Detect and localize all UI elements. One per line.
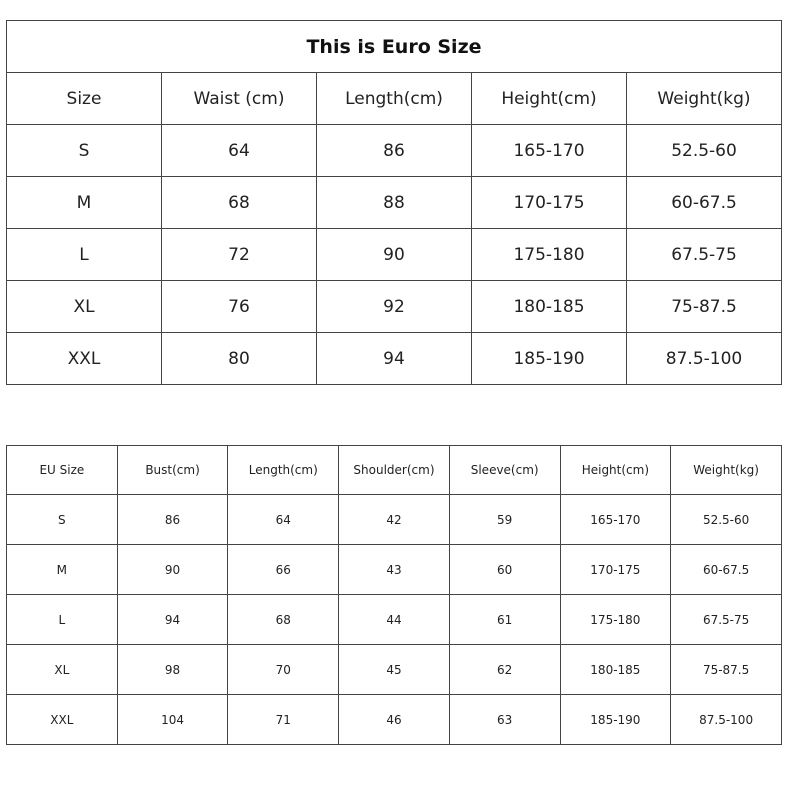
table-cell: XL [7, 645, 118, 695]
table-header-row [7, 73, 782, 125]
table-cell: S [7, 125, 162, 177]
table-cell: 92 [317, 281, 472, 333]
header-cell: Bust(cm) [117, 446, 228, 495]
table-cell: L [7, 229, 162, 281]
table-cell: L [7, 595, 118, 645]
table-cell: 59 [449, 495, 560, 545]
table-cell: 63 [449, 695, 560, 745]
table-cell: M [7, 177, 162, 229]
table-cell: 60 [449, 545, 560, 595]
table-row [7, 495, 782, 545]
table-cell: 165-170 [472, 125, 627, 177]
table-cell: 175-180 [472, 229, 627, 281]
table-cell: 70 [228, 645, 339, 695]
table-header-row [7, 446, 782, 495]
table-cell: 165-170 [560, 495, 671, 545]
table-row [7, 177, 782, 229]
table-cell: 170-175 [560, 545, 671, 595]
table-cell: 64 [228, 495, 339, 545]
table-cell: 62 [449, 645, 560, 695]
table-cell: 87.5-100 [627, 333, 782, 385]
table-cell: 87.5-100 [671, 695, 782, 745]
table-cell: 68 [162, 177, 317, 229]
table-cell: 45 [339, 645, 450, 695]
table-cell: 52.5-60 [627, 125, 782, 177]
table-cell: 61 [449, 595, 560, 645]
table-cell: 76 [162, 281, 317, 333]
table-cell: 88 [317, 177, 472, 229]
header-cell: Sleeve(cm) [449, 446, 560, 495]
header-cell: Weight(kg) [671, 446, 782, 495]
table-cell: 52.5-60 [671, 495, 782, 545]
table-row [7, 645, 782, 695]
table-cell: 60-67.5 [627, 177, 782, 229]
table-row [7, 125, 782, 177]
table-cell: 43 [339, 545, 450, 595]
table-cell: S [7, 495, 118, 545]
table-title: This is Euro Size [7, 21, 782, 73]
header-cell: Shoulder(cm) [339, 446, 450, 495]
header-cell: EU Size [7, 446, 118, 495]
table-cell: 46 [339, 695, 450, 745]
table-cell: 185-190 [472, 333, 627, 385]
header-cell: Length(cm) [228, 446, 339, 495]
table-cell: 66 [228, 545, 339, 595]
table-cell: 72 [162, 229, 317, 281]
table-cell: 64 [162, 125, 317, 177]
header-cell: Weight(kg) [627, 73, 782, 125]
table-cell: 75-87.5 [671, 645, 782, 695]
table-cell: M [7, 545, 118, 595]
table-cell: 67.5-75 [671, 595, 782, 645]
table-cell: 94 [317, 333, 472, 385]
header-cell: Height(cm) [560, 446, 671, 495]
table-row [7, 595, 782, 645]
table-cell: 86 [117, 495, 228, 545]
table-cell: XL [7, 281, 162, 333]
table-cell: 90 [117, 545, 228, 595]
table-cell: 170-175 [472, 177, 627, 229]
table-cell: 67.5-75 [627, 229, 782, 281]
table-row [7, 545, 782, 595]
table-row [7, 333, 782, 385]
table-cell: 175-180 [560, 595, 671, 645]
table-cell: 60-67.5 [671, 545, 782, 595]
table-cell: 90 [317, 229, 472, 281]
table-cell: 68 [228, 595, 339, 645]
table-cell: 180-185 [472, 281, 627, 333]
table-cell: 80 [162, 333, 317, 385]
table-row [7, 695, 782, 745]
header-cell: Length(cm) [317, 73, 472, 125]
table-cell: 75-87.5 [627, 281, 782, 333]
table-cell: 104 [117, 695, 228, 745]
table-cell: XXL [7, 695, 118, 745]
table-cell: XXL [7, 333, 162, 385]
header-cell: Size [7, 73, 162, 125]
table-cell: 44 [339, 595, 450, 645]
header-cell: Waist (cm) [162, 73, 317, 125]
euro-size-table [6, 20, 782, 385]
table-cell: 98 [117, 645, 228, 695]
table-cell: 86 [317, 125, 472, 177]
table-cell: 180-185 [560, 645, 671, 695]
table-cell: 71 [228, 695, 339, 745]
table-row [7, 229, 782, 281]
table-row [7, 281, 782, 333]
eu-size-table [6, 445, 782, 745]
table-cell: 42 [339, 495, 450, 545]
table-cell: 94 [117, 595, 228, 645]
header-cell: Height(cm) [472, 73, 627, 125]
table-cell: 185-190 [560, 695, 671, 745]
